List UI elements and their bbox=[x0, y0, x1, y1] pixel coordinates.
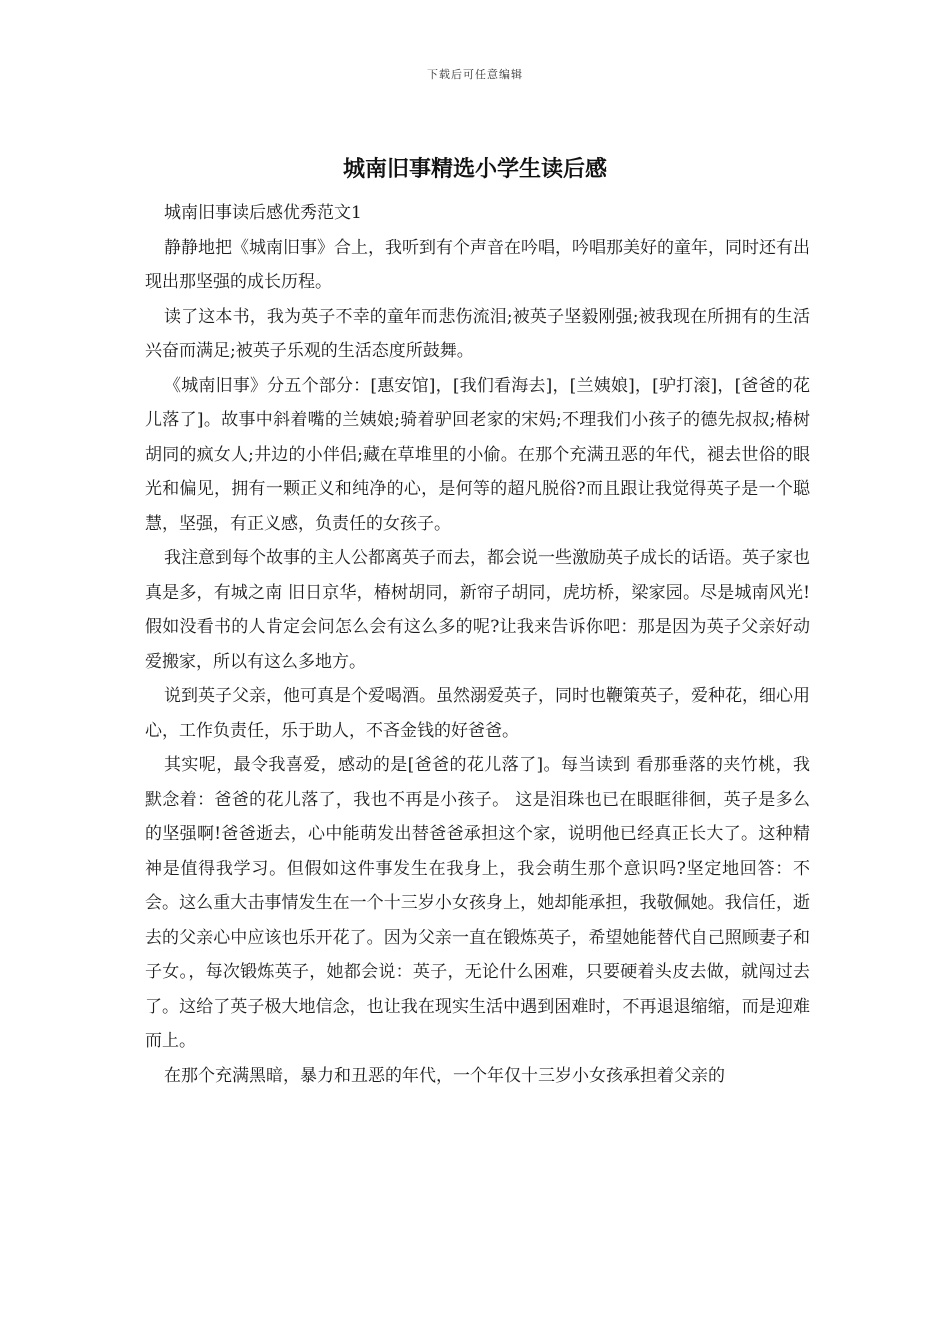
paragraph: 说到英子父亲，他可真是个爱喝酒。虽然溺爱英子，同时也鞭策英子，爱种花，细心用心，工作负责任，乐于助人，不吝金钱的好爸爸。 bbox=[145, 686, 810, 741]
document-body bbox=[145, 196, 810, 1093]
paragraph-subtitle: 城南旧事读后感优秀范文1 bbox=[164, 203, 362, 223]
paragraph: 读了这本书，我为英子不幸的童年而悲伤流泪;被英子坚毅刚强;被我现在所拥有的生活兴奋而满足;被英子乐观的生活态度所鼓舞。 bbox=[145, 306, 810, 361]
document-title: 城南旧事精选小学生读后感 bbox=[342, 156, 607, 182]
paragraph: 其实呢，最令我喜爱，感动的是[爸爸的花儿落了]。每当读到 看那垂落的夹竹桃，我默念着：爸爸的花儿落了，我也不再是小孩子。 这是泪珠也已在眼眶徘徊，英子是多么的坚强啊!爸爸逝去，心中能萌发出替爸爸承担这个家，说明他已经真正长大了。这种精神是值得我学习。但假如这件事发生在我身上，我会萌生那个意识吗?坚定地回答：不会。这么重大击事情发生在一个十三岁小女孩身上，她却能承担，我敬佩她。我信任，逝去的父亲心中应该也乐开花了。因为父亲一直在锻炼英子，希望她能替代自己照顾妻子和子女。，每次锻炼英子，她都会说：英子，无论什么困难，只要硬着头皮去做，就闯过去了。这给了英子极大地信念，也让我在现实生活中遇到困难时，不再退退缩缩，而是迎难而上。 bbox=[145, 755, 810, 1051]
header-note: 下载后可任意编辑 bbox=[427, 68, 523, 81]
paragraph: 在那个充满黑暗，暴力和丑恶的年代，一个年仅十三岁小女孩承担着父亲的 bbox=[164, 1065, 725, 1086]
paragraph: 我注意到每个故事的主人公都离英子而去，都会说一些激励英子成长的话语。英子家也真是多，有城之南 旧日京华，椿树胡同，新帘子胡同，虎坊桥，梁家园。尽是城南风光!假如没看书的人肯定会问怎么会有这么多的呢?让我来告诉你吧：那是因为英子父亲好动爱搬家，所以有这么多地方。 bbox=[145, 548, 810, 672]
paragraph: 《城南旧事》分五个部分：[惠安馆]，[我们看海去]，[兰姨娘]，[驴打滚]，[爸爸的花儿落了]。故事中斜着嘴的兰姨娘;骑着驴回老家的宋妈;不理我们小孩子的德先叔叔;椿树胡同的疯女人;井边的小伴侣;藏在草堆里的小偷。在那个充满丑恶的年代，褪去世俗的眼光和偏见，拥有一颗正义和纯净的心，是何等的超凡脱俗?而且跟让我觉得英子是一个聪慧，坚强，有正义感，负责任的女孩子。 bbox=[145, 375, 810, 534]
paragraph: 静静地把《城南旧事》合上，我听到有个声音在吟唱，吟唱那美好的童年，同时还有出现出那坚强的成长历程。 bbox=[145, 237, 810, 292]
